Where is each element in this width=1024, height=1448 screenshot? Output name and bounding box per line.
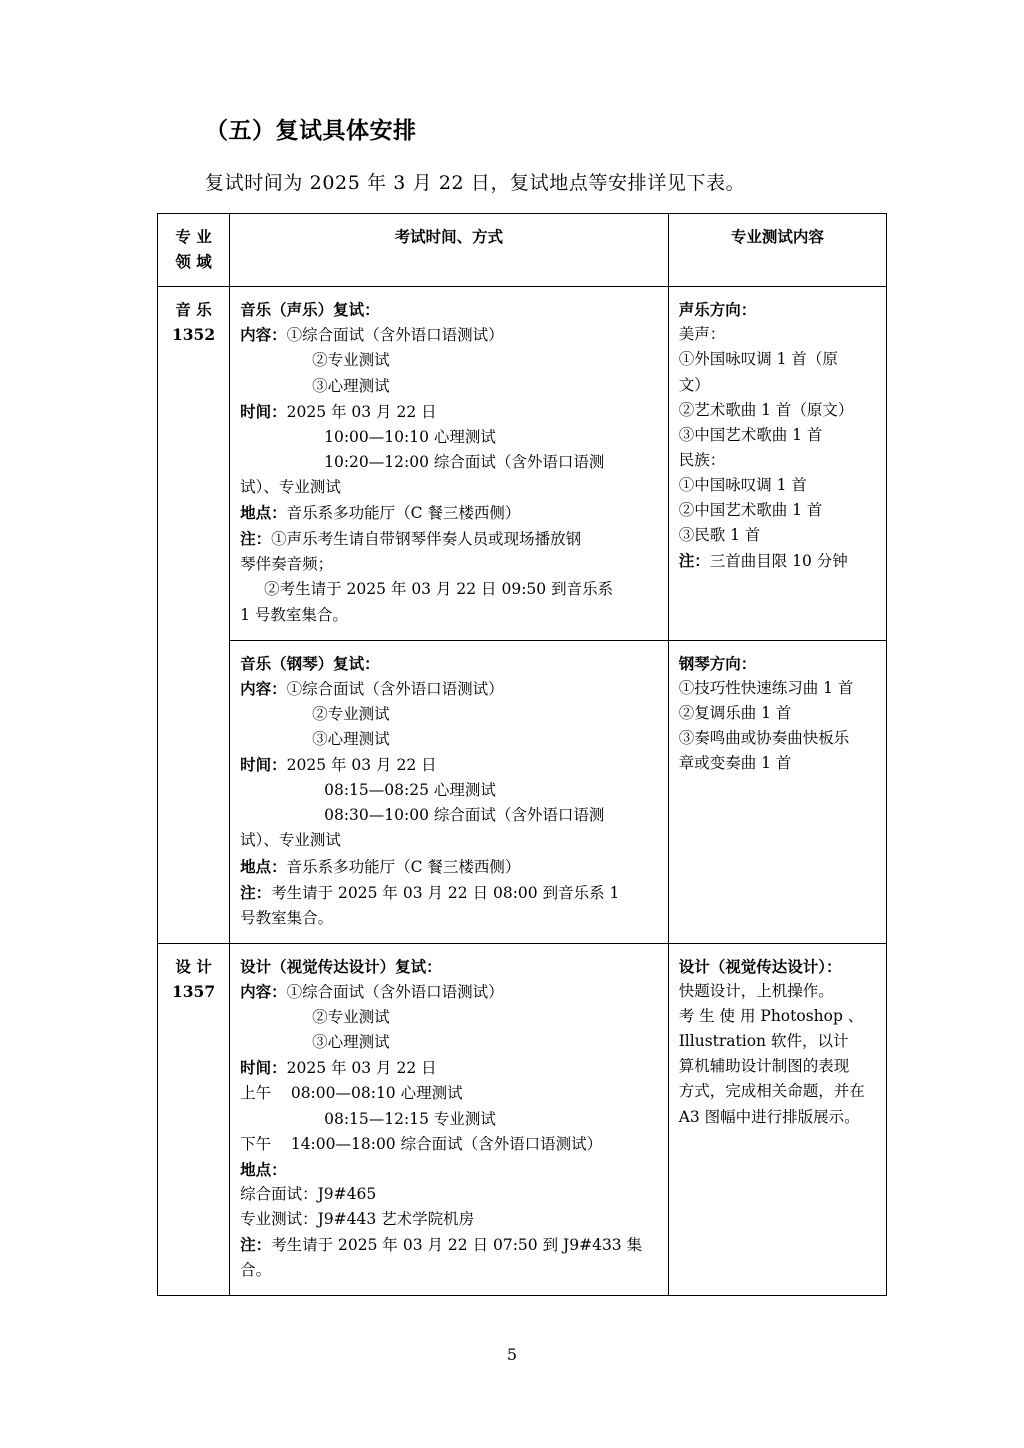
table-row (158, 287, 887, 640)
header-major-field: 专 业 领 域 (158, 214, 230, 287)
section-heading: （五）复试具体安排 (205, 117, 417, 144)
cell-major-music: 音 乐 1352 (158, 287, 230, 944)
cell-exam-piano: 音乐（钢琴）复试： 内容：①综合面试（含外语口语测试） ②专业测试 ③心理测试 时间：2025 年 03 月 22 日 08:15—08:25 心理测试 08:30—10:00 综合面试（含外语口语测 试）、专业测试 地点：音乐系多功能厅（C 餐三楼西侧） 注：考生请于 2025 年 03 月 22 日 08:00 到音乐系 1 号教室集合。 (230, 640, 669, 943)
retest-schedule-table (157, 213, 887, 1296)
cell-content-vocal: 声乐方向： 美声： ①外国咏叹调 1 首（原 文） ②艺术歌曲 1 首（原文） ③中国艺术歌曲 1 首 民族： ①中国咏叹调 1 首 ②中国艺术歌曲 1 首 ③民歌 1 首 注：三首曲目限 10 分钟 (668, 287, 886, 640)
cell-exam-vocal: 音乐（声乐）复试： 内容：①综合面试（含外语口语测试） ②专业测试 ③心理测试 时间：2025 年 03 月 22 日 10:00—10:10 心理测试 10:20—12:00 综合面试（含外语口语测 试）、专业测试 地点：音乐系多功能厅（C 餐三楼西侧） 注：①声乐考生请自带钢琴伴奏人员或现场播放钢 琴伴奏音频； ②考生请于 2025 年 03 月 22 日 09:50 到音乐系 1 号教室集合。 (230, 287, 669, 640)
table-row (158, 640, 887, 943)
cell-content-design: 设计（视觉传达设计）： 快题设计，上机操作。 考 生 使 用 Photoshop 、 Illustration 软件，以计 算机辅助设计制图的表现 方式，完成相关命题，并在 A3 图幅中进行排版展示。 (668, 943, 886, 1295)
page-number: 5 (506, 1345, 518, 1364)
cell-content-piano: 钢琴方向： ①技巧性快速练习曲 1 首 ②复调乐曲 1 首 ③奏鸣曲或协奏曲快板乐 章或变奏曲 1 首 (668, 640, 886, 943)
cell-major-design: 设 计 1357 (158, 943, 230, 1295)
cell-exam-design: 设计（视觉传达设计）复试： 内容：①综合面试（含外语口语测试） ②专业测试 ③心理测试 时间：2025 年 03 月 22 日 上午 08:00—08:10 心理测试 08:15—12:15 专业测试 下午 14:00—18:00 综合面试（含外语口语测试） 地点： 综合面试：J9#465 专业测试：J9#443 艺术学院机房 注：考生请于 2025 年 03 月 22 日 07:50 到 J9#433 集 合。 (230, 943, 669, 1295)
table-row (158, 943, 887, 1295)
intro-paragraph: 复试时间为 2025 年 3 月 22 日，复试地点等安排详见下表。 (205, 172, 746, 194)
table-header-row (158, 214, 887, 287)
header-exam-time-method: 考试时间、方式 (230, 214, 669, 287)
header-test-content: 专业测试内容 (668, 214, 886, 287)
